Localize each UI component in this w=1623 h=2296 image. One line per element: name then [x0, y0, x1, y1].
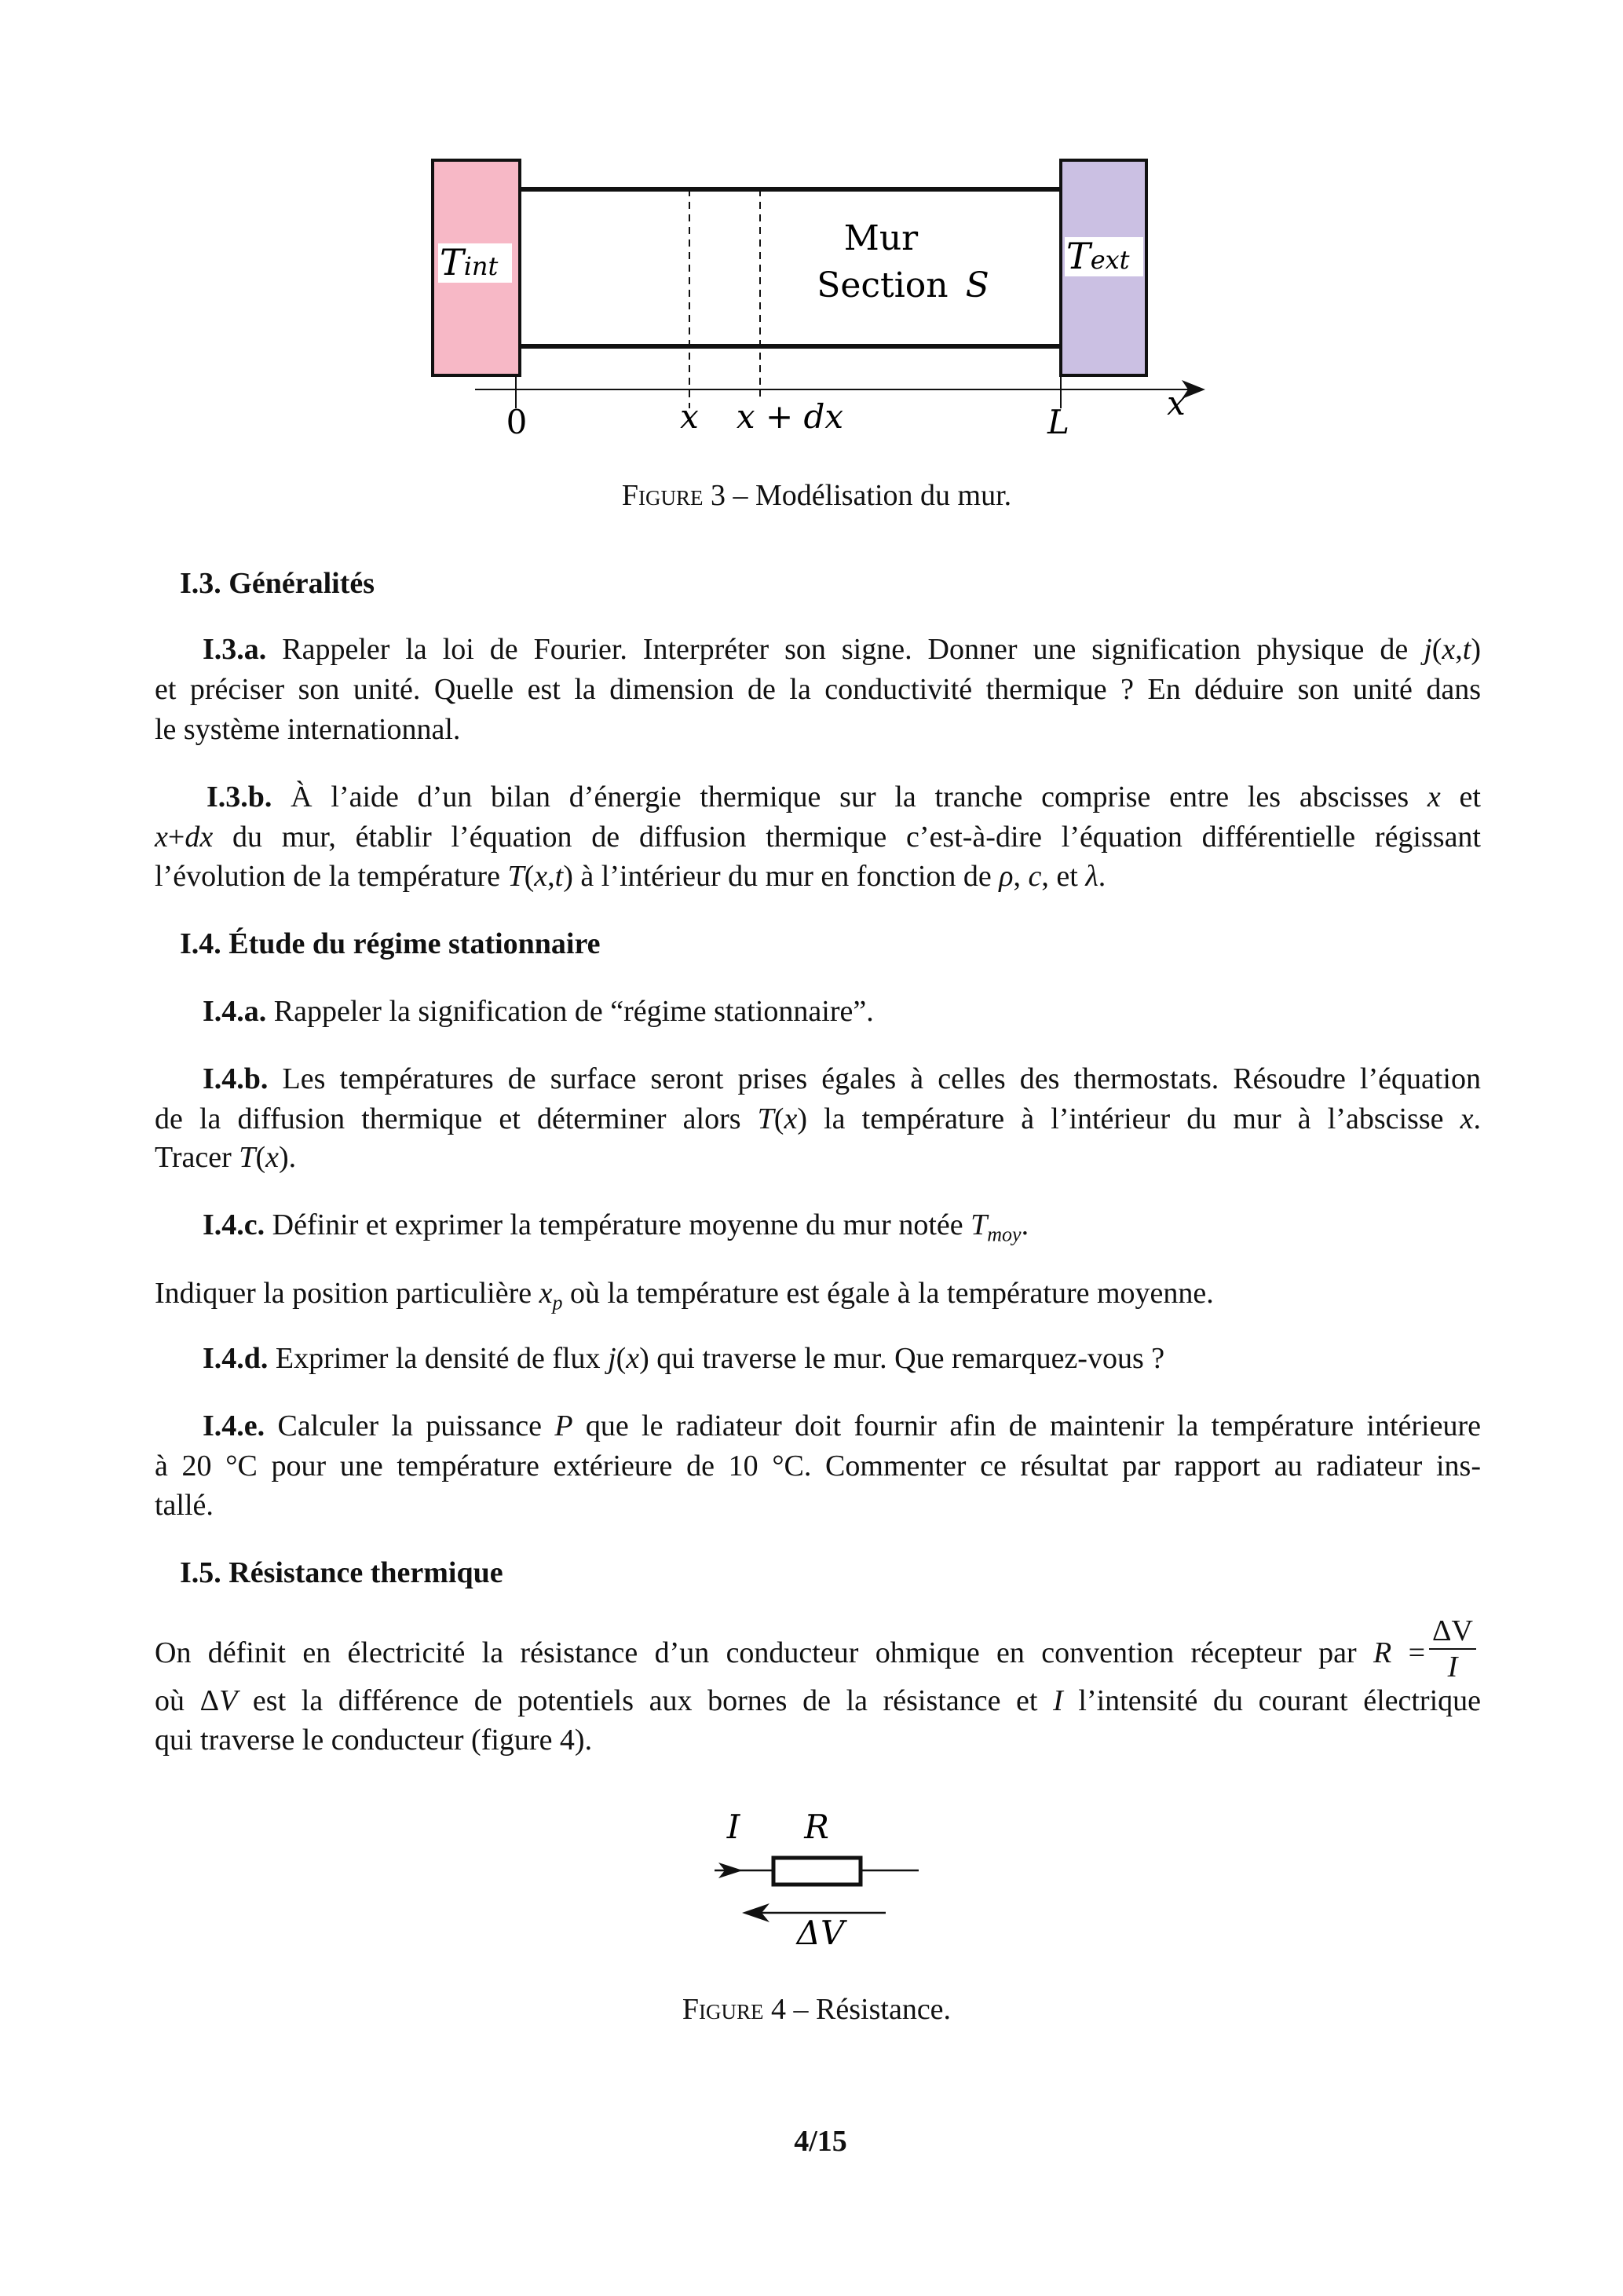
text-run: où Δ [155, 1684, 220, 1717]
section-heading-1-4: I.4. Étude du régime stationnaire [180, 927, 601, 960]
item-label: I.4.a. [203, 995, 267, 1028]
text-run: ( [1431, 633, 1442, 666]
paragraph-line [203, 1406, 1481, 1446]
math-symbol: V [219, 1684, 238, 1717]
tick-label-L: L [1047, 403, 1069, 441]
math-symbol: ρ [999, 860, 1014, 893]
text-run: , et [1041, 860, 1086, 893]
text-run: est la différence de potentiels aux bornes de la résistance et [237, 1684, 1054, 1717]
wall-label: Mur [843, 218, 919, 258]
math-symbol: P [554, 1409, 573, 1442]
text-run: ) la température à l’intérieur du mur à l’abscisse [797, 1102, 1460, 1135]
paragraph-line [155, 1681, 1481, 1721]
math-symbol: x [784, 1102, 798, 1135]
math-symbol: j [1424, 633, 1432, 666]
math-symbol: dx [185, 821, 214, 854]
text-run: où la température est égale à la température moyenne. [562, 1277, 1214, 1310]
text-run: ( [524, 860, 535, 893]
math-symbol: t [1462, 633, 1471, 666]
text-run: et préciser son unité. Quelle est la dimension de la conductivité thermique ? En déduire son unité dans [155, 673, 1481, 706]
text-run: = [1391, 1636, 1425, 1669]
t-ext-label: Text [1066, 235, 1130, 277]
voltage-label: ΔV [796, 1914, 845, 1952]
resistance-fraction [1429, 1614, 1476, 1684]
text-run: . [1021, 1208, 1029, 1241]
paragraph-line [155, 1446, 1481, 1486]
math-symbol: x [534, 860, 548, 893]
paragraph-line [203, 1205, 1481, 1245]
axis-label-x: x [1167, 384, 1186, 422]
text-run: ) [1471, 633, 1481, 666]
section-heading-1-5: I.5. Résistance thermique [180, 1556, 503, 1589]
fraction-denominator: I [1447, 1651, 1458, 1684]
caption-label: Figure 4 [682, 1993, 787, 2026]
text-run: ( [773, 1102, 784, 1135]
text-run: du mur, établir l’équation de diffusion thermique c’est-à-dire l’équation différentielle régissant [213, 821, 1481, 854]
math-symbol: I [1053, 1684, 1063, 1717]
text-run: ) qui traverse le mur. Que remarquez-vous ? [639, 1342, 1165, 1375]
text-run: tallé. [155, 1489, 214, 1522]
paragraph-line [203, 1059, 1481, 1099]
item-label: I.3.a. [203, 633, 267, 666]
tick-label-x-dx: x + dx [736, 397, 844, 436]
paragraph-line [155, 1720, 1481, 1760]
text-run: Rappeler la loi de Fourier. Interpréter son signe. Donner une signification physique de [266, 633, 1424, 666]
math-symbol: x [1460, 1102, 1474, 1135]
paragraph-line [155, 670, 1481, 710]
text-run: . [1473, 1102, 1481, 1135]
text-run: , [1013, 860, 1029, 893]
math-symbol: T [757, 1102, 774, 1135]
math-symbol: T [971, 1208, 988, 1241]
text-run: , [1455, 633, 1463, 666]
text-run: et [1440, 781, 1481, 813]
text-run: ). [278, 1141, 297, 1174]
paragraph-line [155, 1138, 1481, 1178]
math-symbol: x [539, 1277, 553, 1310]
text-run: Rappeler la signification de “régime stationnaire”. [266, 995, 874, 1028]
paragraph-line [155, 1633, 1425, 1673]
paragraph-line [203, 630, 1481, 670]
text-run: Définir et exprimer la température moyenne du mur notée [265, 1208, 971, 1241]
resistor-label: R [804, 1808, 829, 1846]
text-run: l’évolution de la température [155, 860, 508, 893]
text-run: On définit en électricité la résistance d’un conducteur ohmique en convention récepteur par [155, 1636, 1373, 1669]
text-run: Exprimer la densité de flux [268, 1342, 609, 1375]
text-run: Calculer la puissance [265, 1409, 555, 1442]
text-run: + [167, 821, 185, 854]
item-label: I.3.b. [207, 781, 272, 813]
caption-text: – Modélisation du mur. [725, 479, 1012, 512]
text-run: ( [255, 1141, 266, 1174]
text-run: Les températures de surface seront prises égales à celles des thermostats. Résoudre l’équation [268, 1062, 1481, 1095]
math-symbol: T [239, 1141, 256, 1174]
t-int-label: Tint [440, 241, 499, 283]
math-symbol: T [507, 860, 525, 893]
math-symbol: x [626, 1342, 640, 1375]
math-symbol: x [1442, 633, 1456, 666]
item-label: I.4.c. [203, 1208, 265, 1241]
figure-3-wall-diagram [0, 0, 1623, 471]
figure-4-resistor-diagram [0, 1790, 1623, 1963]
paragraph-line [207, 777, 1481, 817]
caption-label: Figure 3 [621, 479, 726, 512]
paragraph-line [155, 1099, 1481, 1139]
text-run: le système internationnal. [155, 713, 461, 746]
math-symbol: x [155, 821, 168, 854]
math-symbol: c [1028, 860, 1042, 893]
text-run: , [547, 860, 555, 893]
text-run: . [1098, 860, 1106, 893]
math-subscript: moy [987, 1223, 1022, 1246]
caption-text: – Résistance. [786, 1993, 952, 2026]
text-run: qui traverse le conducteur (figure 4). [155, 1724, 593, 1757]
tick-label-0: 0 [506, 403, 528, 441]
section-heading-1-3: I.3. Généralités [180, 567, 375, 600]
figure-4-caption [0, 1990, 1623, 2030]
text-run: à 20 °C pour une température extérieure de 10 °C. Commenter ce résultat par rapport au radiateur ins- [155, 1450, 1481, 1483]
item-label: I.4.b. [203, 1062, 269, 1095]
text-run: Indiquer la position particulière [155, 1277, 539, 1310]
text-run: ) à l’intérieur du mur en fonction de [563, 860, 1000, 893]
math-subscript: p [552, 1291, 563, 1314]
math-symbol: λ [1085, 860, 1098, 893]
text-run: À l’aide d’un bilan d’énergie thermique sur la tranche comprise entre les abscisses [272, 781, 1427, 813]
paragraph-line [155, 817, 1481, 857]
text-run: l’intensité du courant électrique [1062, 1684, 1482, 1717]
paragraph-line [155, 1274, 1481, 1314]
math-symbol: x [1427, 781, 1441, 813]
text-run: de la diffusion thermique et déterminer alors [155, 1102, 758, 1135]
tick-label-x: x [680, 397, 699, 436]
item-label: I.4.e. [203, 1409, 265, 1442]
text-run: ( [616, 1342, 627, 1375]
resistor [773, 1858, 861, 1885]
text-run: Tracer [155, 1141, 239, 1174]
math-symbol: t [554, 860, 564, 893]
paragraph-line [203, 1339, 1481, 1379]
paragraph-line [155, 857, 1481, 897]
math-symbol: x [265, 1141, 279, 1174]
page-number: 4/15 [794, 2125, 847, 2158]
math-symbol: R [1373, 1636, 1392, 1669]
figure-3-caption [0, 476, 1623, 516]
item-label: I.4.d. [203, 1342, 269, 1375]
paragraph-line [155, 710, 1481, 750]
math-symbol: j [608, 1342, 616, 1375]
fraction-numerator: ΔV [1429, 1614, 1476, 1650]
paragraph-line [155, 1486, 1481, 1526]
paragraph-line [203, 992, 1481, 1032]
current-label: I [726, 1808, 740, 1846]
section-label: Section S [817, 265, 989, 305]
text-run: que le radiateur doit fournir afin de maintenir la température intérieure [572, 1409, 1481, 1442]
